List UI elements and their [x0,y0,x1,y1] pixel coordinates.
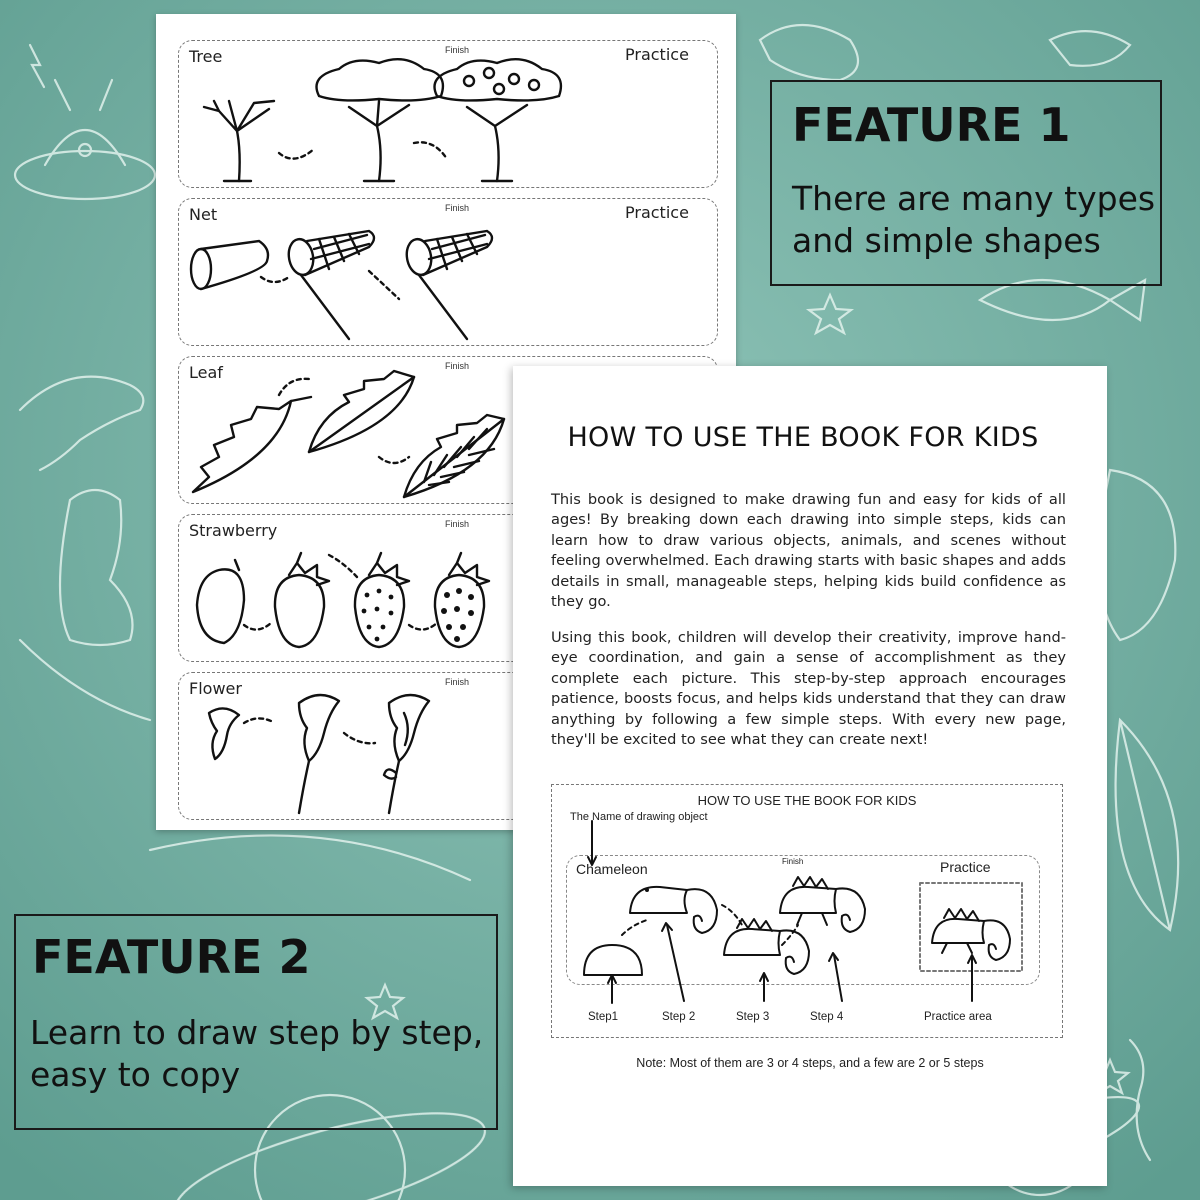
feature-2-box [14,914,498,1130]
finish-label: Finish [445,677,470,687]
feature-2-heading: FEATURE 2 [32,930,311,984]
benefits-paragraph: Using this book, children will develop their creativity, improve hand-eye coordination, and gain a sense of accomplishment as they complete each picture. This step-by-step approach encourages patience, boosts focus, and helps kids understand that they can draw anything by following a few simple steps. With every new page, they'll be excited to see what they can create next! [551,629,1066,749]
row-title: Net [189,205,218,224]
worksheet-row-net [178,198,718,346]
usage-diagram [551,784,1063,1038]
diagram-title: HOW TO USE THE BOOK FOR KIDS [697,793,917,808]
row-title: Strawberry [189,521,278,540]
finish-label: Finish [782,857,804,866]
finish-label: Finish [445,361,470,371]
worksheet-row-tree [178,40,718,188]
finish-label: Finish [445,203,470,213]
steps-note: Note: Most of them are 3 or 4 steps, and a few are 2 or 5 steps [636,1056,984,1070]
practice-label: Practice [940,859,991,875]
practice-area-label: Practice area [924,1011,992,1023]
step-1-label: Step1 [588,1011,619,1023]
page-title: HOW TO USE THE BOOK FOR KIDS [567,422,1039,453]
finish-label: Finish [445,519,470,529]
row-title: Tree [189,47,223,66]
feature-1-text: There are many types and simple shapes [792,179,1156,260]
step-4-label: Step 4 [810,1011,844,1023]
row-title: Leaf [189,363,223,382]
name-label: The Name of drawing object [570,811,708,823]
object-name: Chameleon [576,861,648,877]
how-to-use-page [513,366,1107,1186]
practice-label: Practice [625,45,689,64]
net-steps-drawing [179,199,719,347]
practice-label: Practice [625,203,689,222]
chameleon-steps-drawing [552,785,1064,1039]
feature-2-text: Learn to draw step by step, easy to copy [30,1013,484,1094]
finish-label: Finish [445,45,470,55]
step-3-label: Step 3 [736,1011,770,1023]
row-title: Flower [189,679,242,698]
tree-steps-drawing [179,41,719,189]
feature-1-box [770,80,1162,286]
step-2-label: Step 2 [662,1011,696,1023]
intro-paragraph: This book is designed to make drawing fun and easy for kids of all ages! By breaking down each drawing into simple steps, kids can learn how to draw various objects, animals, and scenes without feeling overwhelmed. Each drawing starts with basic shapes and adds details in small, manageable steps, helping kids build confidence as they go. [551,491,1066,611]
feature-1-heading: FEATURE 1 [792,98,1071,152]
